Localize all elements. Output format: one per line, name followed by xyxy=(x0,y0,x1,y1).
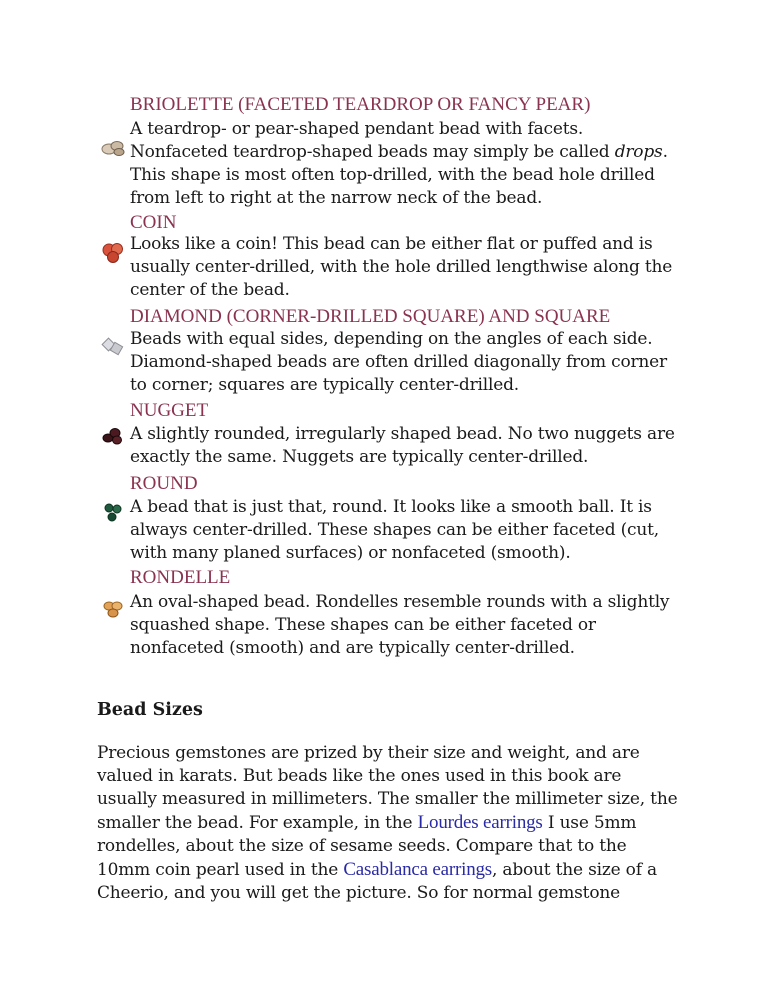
rondelle-bead-icon xyxy=(100,596,128,620)
para-line: smaller the bead. For example, in the Lourdes earrings I use 5mm xyxy=(97,812,637,833)
desc-line: always center-drilled. These shapes can be either faceted (cut, xyxy=(130,520,659,540)
glossary-term-briolette: BRIOLETTE (FACETED TEARDROP OR FANCY PEAR) xyxy=(130,94,591,115)
para-line: valued in karats. But beads like the ones used in this book are xyxy=(97,766,622,786)
desc-line: Looks like a coin! This bead can be either flat or puffed and is xyxy=(130,234,653,254)
glossary-term-round: ROUND xyxy=(130,473,198,494)
lourdes-earrings-link[interactable]: Lourdes earrings xyxy=(417,812,543,833)
section-heading-bead-sizes: Bead Sizes xyxy=(97,700,203,720)
glossary-desc-nugget xyxy=(130,423,730,469)
glossary-desc-coin xyxy=(130,233,730,302)
desc-line: A teardrop- or pear-shaped pendant bead with facets. xyxy=(130,119,584,139)
bead-sizes-paragraph xyxy=(97,742,737,905)
briolette-bead-icon xyxy=(100,137,128,161)
desc-line: exactly the same. Nuggets are typically center-drilled. xyxy=(130,447,589,467)
desc-line: Diamond-shaped beads are often drilled diagonally from corner xyxy=(130,352,667,372)
desc-line: Nonfaceted teardrop-shaped beads may simply be called drops. xyxy=(130,142,668,162)
glossary-term-diamond: DIAMOND (CORNER-DRILLED SQUARE) AND SQUARE xyxy=(130,306,611,327)
desc-line: An oval-shaped bead. Rondelles resemble rounds with a slightly xyxy=(130,592,670,612)
nugget-bead-icon xyxy=(100,424,128,448)
desc-line: nonfaceted (smooth) and are typically center-drilled. xyxy=(130,638,575,658)
desc-line: This shape is most often top-drilled, with the bead hole drilled xyxy=(130,165,655,185)
desc-line: center of the bead. xyxy=(130,280,290,300)
glossary-desc-rondelle xyxy=(130,591,730,660)
para-line: 10mm coin pearl used in the Casablanca earrings, about the size of a xyxy=(97,859,657,880)
drops-term: drops xyxy=(614,142,663,162)
para-line: Precious gemstones are prized by their size and weight, and are xyxy=(97,743,640,763)
para-line: Cheerio, and you will get the picture. So for normal gemstone xyxy=(97,883,620,903)
glossary-term-rondelle: RONDELLE xyxy=(130,567,231,588)
para-line: rondelles, about the size of sesame seeds. Compare that to the xyxy=(97,836,627,856)
glossary-term-coin: COIN xyxy=(130,212,177,233)
desc-line: Beads with equal sides, depending on the angles of each side. xyxy=(130,329,653,349)
desc-line: from left to right at the narrow neck of the bead. xyxy=(130,188,543,208)
glossary-desc-diamond xyxy=(130,328,730,397)
desc-line: squashed shape. These shapes can be either faceted or xyxy=(130,615,596,635)
glossary-desc-briolette xyxy=(130,118,730,210)
desc-line: usually center-drilled, with the hole drilled lengthwise along the xyxy=(130,257,673,277)
para-line: usually measured in millimeters. The smaller the millimeter size, the xyxy=(97,789,678,809)
desc-line: to corner; squares are typically center-drilled. xyxy=(130,375,520,395)
glossary-desc-round xyxy=(130,496,730,565)
casablanca-earrings-link[interactable]: Casablanca earrings xyxy=(343,859,492,880)
desc-line: with many planed surfaces) or nonfaceted (smooth). xyxy=(130,543,571,563)
desc-line: A bead that is just that, round. It looks like a smooth ball. It is xyxy=(130,497,652,517)
desc-line: A slightly rounded, irregularly shaped bead. No two nuggets are xyxy=(130,424,675,444)
coin-bead-icon xyxy=(100,240,128,264)
round-bead-icon xyxy=(100,500,128,524)
glossary-term-nugget: NUGGET xyxy=(130,400,209,421)
diamond-bead-icon xyxy=(100,334,128,358)
